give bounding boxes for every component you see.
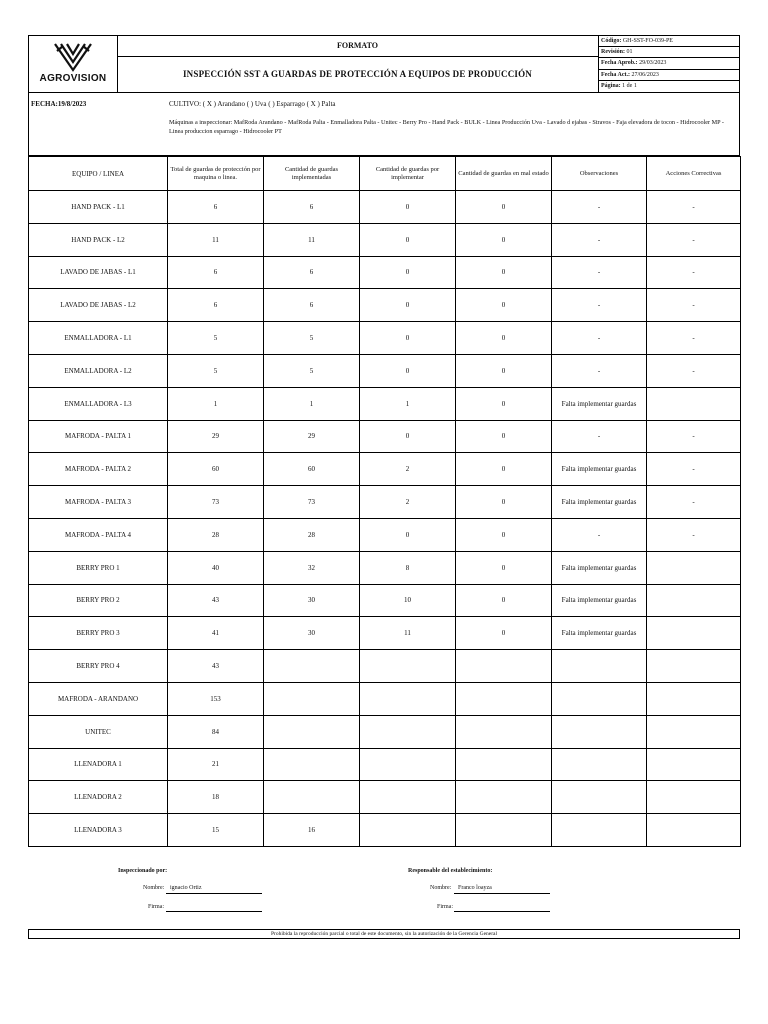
cell-acc: - xyxy=(647,486,741,519)
inspector-name-value: ignacio Ortiz xyxy=(170,885,202,891)
cell-acc xyxy=(647,781,741,814)
cell-acc xyxy=(647,650,741,683)
cell-mal: 0 xyxy=(456,256,552,289)
cell-impl: 6 xyxy=(264,191,360,224)
cell-impl xyxy=(264,748,360,781)
cell-acc: - xyxy=(647,420,741,453)
cell-acc xyxy=(647,748,741,781)
cell-por-impl: 0 xyxy=(360,420,456,453)
cell-por-impl xyxy=(360,715,456,748)
document-title: INSPECCIÓN SST A GUARDAS DE PROTECCIÓN A EQUIPOS DE PRODUCCIÓN xyxy=(182,69,533,79)
cell-por-impl xyxy=(360,650,456,683)
cell-equipo: UNITEC xyxy=(29,715,168,748)
responsible-name-label: Nombre: xyxy=(430,885,452,891)
cell-total: 1 xyxy=(168,387,264,420)
cell-mal xyxy=(456,748,552,781)
cell-total: 15 xyxy=(168,814,264,847)
cell-acc xyxy=(647,617,741,650)
cell-obs xyxy=(552,814,647,847)
table-row xyxy=(29,650,741,683)
cell-impl: 73 xyxy=(264,486,360,519)
cell-impl: 32 xyxy=(264,551,360,584)
header-acciones: Acciones Correctivas xyxy=(647,157,741,191)
cell-equipo: MAFRODA - PALTA 2 xyxy=(29,453,168,486)
cell-obs: Falta implementar guardas xyxy=(552,486,647,519)
cell-obs: Falta implementar guardas xyxy=(552,551,647,584)
cell-total: 29 xyxy=(168,420,264,453)
cell-impl: 6 xyxy=(264,289,360,322)
responsible-signature-line xyxy=(454,911,550,912)
cell-equipo: BERRY PRO 2 xyxy=(29,584,168,617)
cell-total: 41 xyxy=(168,617,264,650)
header-total: Total de guardas de protección por maquina o linea. xyxy=(168,157,264,191)
cell-equipo: LAVADO DE JABAS - L2 xyxy=(29,289,168,322)
table-row xyxy=(29,223,741,256)
cell-impl: 30 xyxy=(264,584,360,617)
cell-por-impl: 0 xyxy=(360,223,456,256)
table-row xyxy=(29,322,741,355)
cell-equipo: MAFRODA - ARANDANO xyxy=(29,682,168,715)
cell-por-impl xyxy=(360,682,456,715)
inspector-signature-label: Firma: xyxy=(148,904,164,910)
cell-acc: - xyxy=(647,354,741,387)
cell-acc: - xyxy=(647,518,741,551)
inspector-name-line xyxy=(166,893,262,894)
cell-por-impl: 11 xyxy=(360,617,456,650)
cell-total: 40 xyxy=(168,551,264,584)
footer-notice: Prohibida la reproducción parcial o total de este documento, sin la autorización de la Gerencia General xyxy=(28,929,740,939)
cell-acc: - xyxy=(647,223,741,256)
cell-por-impl xyxy=(360,814,456,847)
table-row xyxy=(29,453,741,486)
cell-equipo: HAND PACK - L1 xyxy=(29,191,168,224)
cell-obs xyxy=(552,781,647,814)
responsible-name-value: Franco loayza xyxy=(458,885,492,891)
cell-obs: Falta implementar guardas xyxy=(552,584,647,617)
table-row xyxy=(29,518,741,551)
cell-obs: - xyxy=(552,256,647,289)
cell-por-impl xyxy=(360,748,456,781)
cell-obs xyxy=(552,682,647,715)
table-row xyxy=(29,748,741,781)
cell-obs xyxy=(552,748,647,781)
cell-obs xyxy=(552,715,647,748)
table-row xyxy=(29,715,741,748)
cell-total: 43 xyxy=(168,650,264,683)
cell-mal xyxy=(456,781,552,814)
header-equipo: EQUIPO / LINEA xyxy=(29,157,168,191)
cell-acc: - xyxy=(647,256,741,289)
cell-impl: 6 xyxy=(264,256,360,289)
inspection-date: FECHA:19/8/2023 xyxy=(31,100,87,108)
cell-por-impl: 8 xyxy=(360,551,456,584)
cell-por-impl: 0 xyxy=(360,289,456,322)
cell-acc xyxy=(647,682,741,715)
cell-mal: 0 xyxy=(456,584,552,617)
table-row xyxy=(29,584,741,617)
cell-total: 6 xyxy=(168,191,264,224)
cell-obs: - xyxy=(552,289,647,322)
cell-total: 6 xyxy=(168,289,264,322)
cell-mal: 0 xyxy=(456,289,552,322)
cell-impl: 29 xyxy=(264,420,360,453)
cell-por-impl: 0 xyxy=(360,191,456,224)
table-row xyxy=(29,256,741,289)
cell-equipo: BERRY PRO 3 xyxy=(29,617,168,650)
cell-obs: Falta implementar guardas xyxy=(552,617,647,650)
responsible-signature-label: Firma: xyxy=(437,904,453,910)
format-label: FORMATO xyxy=(117,36,598,57)
cell-total: 11 xyxy=(168,223,264,256)
cell-equipo: LLENADORA 2 xyxy=(29,781,168,814)
meta-fecha-act: Fecha Act.: 27/06/2023 xyxy=(599,70,740,81)
cell-acc: - xyxy=(647,453,741,486)
cell-equipo: LLENADORA 1 xyxy=(29,748,168,781)
table-row xyxy=(29,354,741,387)
header-observaciones: Observaciones xyxy=(552,157,647,191)
cell-por-impl: 0 xyxy=(360,322,456,355)
cell-mal: 0 xyxy=(456,486,552,519)
responsible-label: Responsable del establecimiento: xyxy=(408,868,493,874)
meta-pagina: Página: 1 de 1 xyxy=(601,82,637,89)
cell-por-impl: 0 xyxy=(360,354,456,387)
cell-obs: - xyxy=(552,223,647,256)
inspector-name-label: Nombre: xyxy=(143,885,165,891)
cell-mal: 0 xyxy=(456,223,552,256)
machines-to-inspect: Máquinas a inspeccionar: MafRoda Arandano - MafRoda Palta - Enmalladora Palta - Unitec - Berry Pro - Hand Pack - BULK - Linea Producción Uva - Lavado d ejabas - Stravos - Faja elevadora de tocon - Hidrocooler MP - Linea produccion esparrago - Hidrocooler PT xyxy=(169,119,724,135)
cell-mal: 0 xyxy=(456,420,552,453)
cell-impl: 16 xyxy=(264,814,360,847)
cell-obs: Falta implementar guardas xyxy=(552,387,647,420)
cell-por-impl: 0 xyxy=(360,518,456,551)
cell-mal xyxy=(456,715,552,748)
header-mal-estado: Cantidad de guardas en mal estado xyxy=(456,157,552,191)
cell-impl: 1 xyxy=(264,387,360,420)
cell-total: 6 xyxy=(168,256,264,289)
cell-total: 84 xyxy=(168,715,264,748)
cell-mal: 0 xyxy=(456,551,552,584)
cell-obs: - xyxy=(552,191,647,224)
cell-mal xyxy=(456,814,552,847)
logo xyxy=(29,36,118,92)
table-row xyxy=(29,551,741,584)
document-header xyxy=(28,35,740,93)
cell-equipo: ENMALLADORA - L3 xyxy=(29,387,168,420)
cell-por-impl: 2 xyxy=(360,486,456,519)
cell-equipo: MAFRODA - PALTA 4 xyxy=(29,518,168,551)
cell-impl: 11 xyxy=(264,223,360,256)
cell-mal: 0 xyxy=(456,387,552,420)
header-por-implementar: Cantidad de guardas por implementar xyxy=(360,157,456,191)
cell-obs: Falta implementar guardas xyxy=(552,453,647,486)
cell-equipo: BERRY PRO 4 xyxy=(29,650,168,683)
cell-mal: 0 xyxy=(456,322,552,355)
cell-impl: 30 xyxy=(264,617,360,650)
cell-por-impl: 0 xyxy=(360,256,456,289)
cell-total: 5 xyxy=(168,354,264,387)
table-row xyxy=(29,682,741,715)
cell-mal: 0 xyxy=(456,518,552,551)
cell-acc xyxy=(647,584,741,617)
cell-mal: 0 xyxy=(456,453,552,486)
inspector-signature-line xyxy=(166,911,262,912)
cell-acc xyxy=(647,814,741,847)
inspection-info xyxy=(28,93,740,156)
cell-equipo: LLENADORA 3 xyxy=(29,814,168,847)
cell-total: 60 xyxy=(168,453,264,486)
table-row xyxy=(29,191,741,224)
cell-mal: 0 xyxy=(456,191,552,224)
table-row xyxy=(29,387,741,420)
cell-impl xyxy=(264,682,360,715)
table-row xyxy=(29,814,741,847)
cell-acc: - xyxy=(647,322,741,355)
cell-equipo: ENMALLADORA - L2 xyxy=(29,354,168,387)
cell-total: 153 xyxy=(168,682,264,715)
cell-impl xyxy=(264,715,360,748)
inspected-by-label: Inspeccionado por: xyxy=(118,868,168,874)
meta-revision: Revisión: 01 xyxy=(599,47,740,58)
cell-total: 5 xyxy=(168,322,264,355)
cell-impl: 5 xyxy=(264,354,360,387)
cell-equipo: ENMALLADORA - L1 xyxy=(29,322,168,355)
logo-text: AGROVISION xyxy=(39,73,107,84)
table-row xyxy=(29,617,741,650)
cell-impl xyxy=(264,650,360,683)
cell-mal xyxy=(456,650,552,683)
cell-impl: 28 xyxy=(264,518,360,551)
table-row xyxy=(29,486,741,519)
agrovision-logo-icon xyxy=(53,42,93,72)
cell-obs: - xyxy=(552,518,647,551)
cell-impl: 5 xyxy=(264,322,360,355)
table-header-row xyxy=(29,157,741,191)
cell-total: 73 xyxy=(168,486,264,519)
cell-obs: - xyxy=(552,322,647,355)
document-meta xyxy=(598,36,740,92)
table-row xyxy=(29,420,741,453)
cell-total: 18 xyxy=(168,781,264,814)
meta-codigo: Código: GH-SST-FO-039-PE xyxy=(599,36,740,47)
cell-por-impl: 2 xyxy=(360,453,456,486)
cell-equipo: MAFRODA - PALTA 3 xyxy=(29,486,168,519)
cell-equipo: MAFRODA - PALTA 1 xyxy=(29,420,168,453)
header-implementadas: Cantidad de guardas implementadas xyxy=(264,157,360,191)
cell-acc: - xyxy=(647,289,741,322)
table-row xyxy=(29,289,741,322)
cell-total: 43 xyxy=(168,584,264,617)
cell-mal: 0 xyxy=(456,354,552,387)
responsible-name-line xyxy=(454,893,550,894)
cell-obs xyxy=(552,650,647,683)
meta-fecha-aprob: Fecha Aprob.: 29/03/2023 xyxy=(599,58,740,69)
cell-equipo: LAVADO DE JABAS - L1 xyxy=(29,256,168,289)
cell-total: 28 xyxy=(168,518,264,551)
cell-por-impl: 10 xyxy=(360,584,456,617)
cell-total: 21 xyxy=(168,748,264,781)
inspection-table xyxy=(28,156,741,847)
cell-obs: - xyxy=(552,354,647,387)
crop-selection: CULTIVO: ( X ) Arandano ( ) Uva ( ) Esparrago ( X ) Palta xyxy=(169,100,336,108)
cell-por-impl xyxy=(360,781,456,814)
cell-equipo: BERRY PRO 1 xyxy=(29,551,168,584)
cell-mal xyxy=(456,682,552,715)
cell-obs: - xyxy=(552,420,647,453)
table-row xyxy=(29,781,741,814)
cell-equipo: HAND PACK - L2 xyxy=(29,223,168,256)
cell-por-impl: 1 xyxy=(360,387,456,420)
cell-impl xyxy=(264,781,360,814)
cell-impl: 60 xyxy=(264,453,360,486)
cell-acc: - xyxy=(647,191,741,224)
cell-acc xyxy=(647,387,741,420)
cell-acc xyxy=(647,551,741,584)
cell-mal: 0 xyxy=(456,617,552,650)
cell-acc xyxy=(647,715,741,748)
